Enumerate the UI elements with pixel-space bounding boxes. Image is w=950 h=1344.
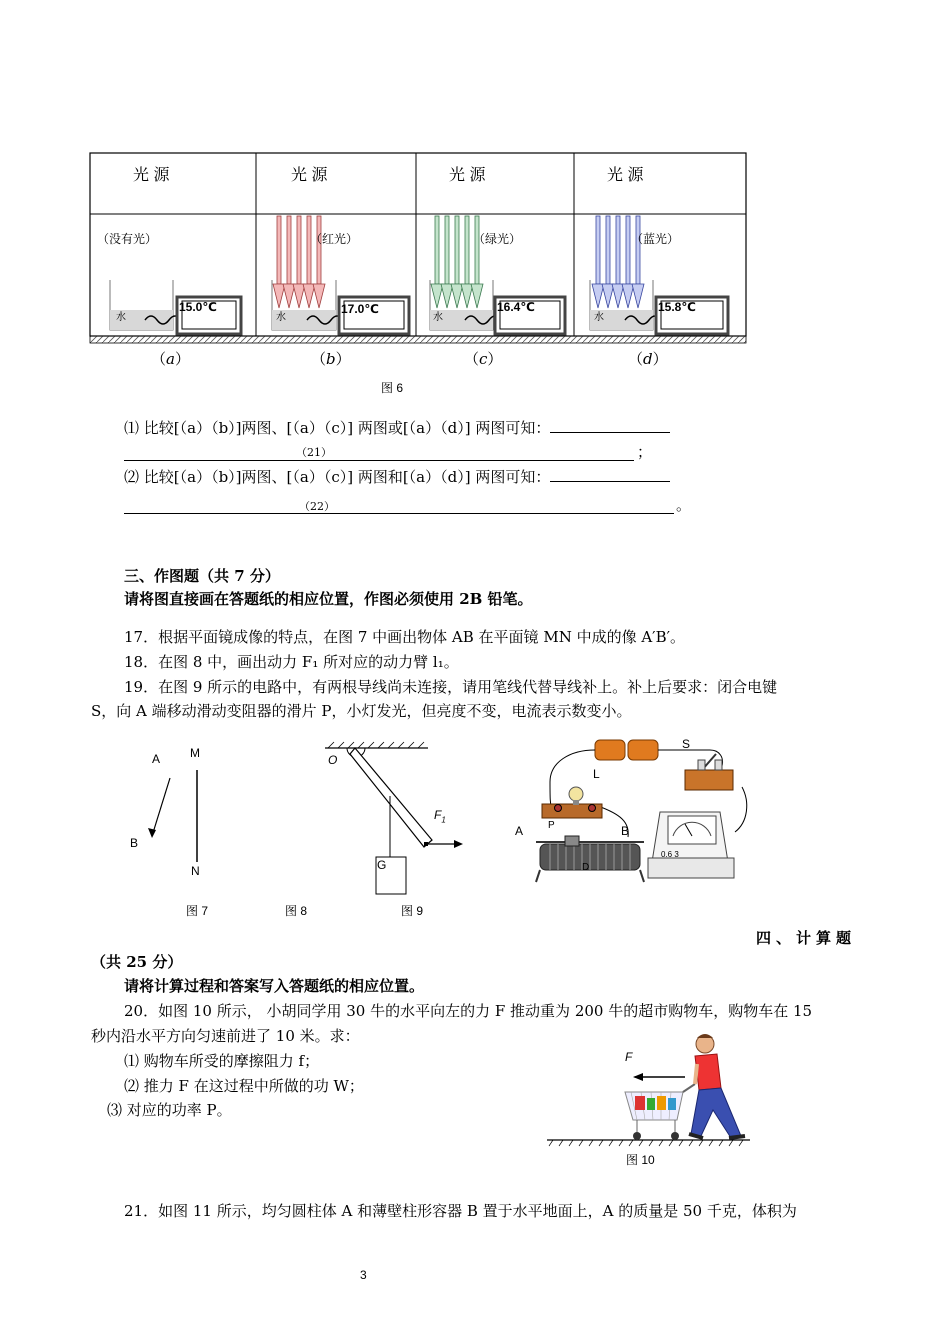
subfig-label-b: （b） [311, 350, 351, 368]
page-number: 3 [360, 1268, 367, 1282]
question-20-part2: ⑵ 推力 F 在这过程中所做的功 W； [124, 1077, 364, 1095]
subfig-label-a: （a） [151, 350, 190, 368]
water-label-b: 水 [276, 312, 286, 323]
thermometer-reading-a: 15.0℃ [179, 300, 217, 314]
fig9-label-b: B [621, 824, 630, 838]
fig8-label-o: O [328, 753, 338, 767]
section-4-title: 四、计算题 [756, 929, 857, 947]
figure-9 [510, 732, 755, 892]
water-label-c: 水 [433, 312, 443, 323]
section-4-score: （共 25 分） [91, 953, 183, 971]
figure-6-caption: 图 6 [381, 381, 404, 395]
light-source-header-a: 光 源 [133, 167, 170, 184]
question-21: 21．如图 11 所示，均匀圆柱体 A 和薄壁柱形容器 B 置于水平地面上，A 的质量是 50 千克，体积为 [124, 1202, 797, 1220]
subfig-label-d: （d） [628, 350, 668, 368]
question-20-part1: ⑴ 购物车所受的摩擦阻力 f； [124, 1052, 320, 1070]
fig9-label-s: S [682, 737, 691, 751]
fig7-label-a: A [152, 752, 161, 766]
figure-10-caption: 图 10 [626, 1153, 655, 1167]
question-18: 18．在图 8 中，画出动力 F₁ 所对应的动力臂 l₁。 [124, 653, 459, 671]
figure-10 [545, 1030, 755, 1150]
section-3-instruction: 请将图直接画在答题纸的相应位置，作图必须使用 2B 铅笔。 [124, 590, 533, 608]
figure-7-caption: 图 7 [186, 904, 209, 918]
q16-part1: ⑴ 比较[（a）（b）]两图、[（a）（c）] 两图或[（a）（d）] 两图可知： [124, 418, 670, 438]
light-source-header-d: 光 源 [607, 167, 644, 184]
section-3-title: 三、作图题（共 7 分） [124, 567, 280, 585]
fig9-ammeter-scale: 0.6 3 [661, 850, 679, 859]
q16-answer-line-22: （22） [124, 493, 674, 514]
q16-part2: ⑵ 比较[（a）（b）]两图、[（a）（c）] 两图和[（a）（d）] 两图可知： [124, 467, 670, 487]
figure-6 [85, 150, 755, 350]
question-19-line2: S，向 A 端移动滑动变阻器的滑片 P，小灯发光，但亮度不变，电流表示数变小。 [91, 702, 632, 720]
water-label-a: 水 [116, 312, 126, 323]
light-label-c: （绿光） [473, 232, 522, 246]
q16-answer-line-21: （21） [124, 440, 634, 461]
water-label-d: 水 [594, 312, 604, 323]
thermometer-reading-c: 16.4℃ [497, 300, 535, 314]
light-label-a: （没有光） [97, 232, 158, 246]
subfig-label-c: （c） [464, 350, 503, 368]
fig9-label-l: L [593, 767, 600, 781]
fig7-label-m: M [190, 746, 200, 760]
fig10-label-f: F [625, 1050, 633, 1064]
thermometer-reading-b: 17.0℃ [341, 302, 379, 316]
figure-9-caption: 图 9 [401, 904, 424, 918]
fig8-label-f1: $F_1$ [434, 808, 446, 825]
fig8-label-g: G [377, 858, 387, 872]
figure-8 [320, 740, 470, 900]
light-source-header-c: 光 源 [449, 167, 486, 184]
question-19-line1: 19．在图 9 所示的电路中，有两根导线尚未连接，请用笔线代替导线补上。补上后要求：闭合电键 [124, 678, 778, 696]
q16-part1-end: ； [637, 443, 653, 461]
light-source-header-b: 光 源 [291, 167, 328, 184]
light-label-d: （蓝光） [631, 232, 680, 246]
light-label-b: （红光） [310, 232, 359, 246]
section-4-instruction: 请将计算过程和答案写入答题纸的相应位置。 [124, 977, 425, 995]
question-20-line1: 20．如图 10 所示， 小胡同学用 30 牛的水平向左的力 F 推动重为 200 牛的超市购物车，购物车在 15 [124, 1002, 813, 1020]
figure-7 [140, 760, 210, 870]
fig9-label-d: D [582, 862, 590, 873]
q16-part2-end: 。 [676, 496, 692, 514]
figure-8-caption: 图 8 [285, 904, 308, 918]
question-20-line2: 秒内沿水平方向匀速前进了 10 米。求： [91, 1027, 360, 1045]
fig7-label-b: B [130, 836, 139, 850]
fig9-label-a: A [515, 824, 524, 838]
fig7-label-n: N [191, 864, 200, 878]
fig9-label-p: P [548, 820, 555, 831]
question-17: 17．根据平面镜成像的特点，在图 7 中画出物体 AB 在平面镜 MN 中成的像 A′B′。 [124, 628, 686, 646]
beaker-a [110, 280, 241, 334]
thermometer-reading-d: 15.8℃ [658, 300, 696, 314]
question-20-part3: ⑶ 对应的功率 P。 [107, 1101, 232, 1119]
